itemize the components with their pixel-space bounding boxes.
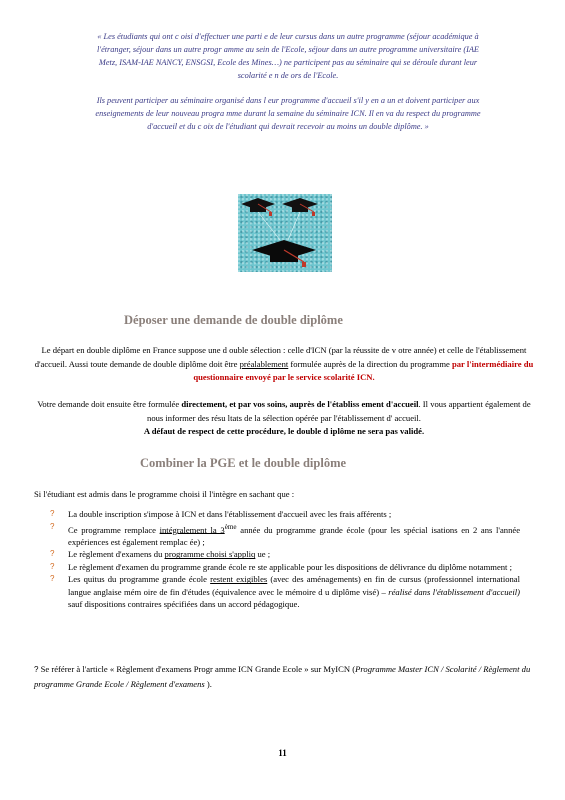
bullet-icon: ? [50, 509, 55, 518]
text-span-underlined: restent exigibles [210, 574, 268, 585]
text-span: formulée auprès de la direction du programme [288, 358, 452, 369]
text-span-bold: directement, et par vos soins, auprès de l'établiss ement d'accueil [181, 399, 419, 409]
text-span: Le départ en double diplôme en France suppose une d ouble sélection : celle d'ICN (par la réussite de v otre année) et celle de l'établissement d'accueil. Aussi toute demande de double diplôme doit être [34, 345, 527, 369]
list-item [50, 508, 520, 521]
text-span: sauf dispositions contraires spécifiées dans un accord pédagogique. [68, 599, 300, 610]
text-span-highlighted: par l'intermédiaire du questionnaire envoyé par le service scolarité ICN. [193, 358, 534, 382]
list-item [50, 573, 520, 611]
text-span: Ce programme remplace [68, 524, 160, 535]
text-span-underlined: programme choisi s'appliq [164, 549, 256, 560]
list-item [50, 521, 520, 549]
quote-paragraph-2: Ils peuvent participer au séminaire organisé dans l eur programme d'accueil s'il y en a un et doivent participer aux enseignements de leur nouveau progra mme durant la semaine du séminaire ICN. Il en va du respect du programme d'accueil et du c oix de l'étudiant qui devrait recevoir au moins un double diplôme. » [95, 96, 481, 131]
list-item [50, 561, 520, 574]
section-heading-combine-pge: Combiner la PGE et le double diplôme [140, 456, 347, 470]
text-span: Le règlement d'examens du [68, 549, 165, 560]
reference-note [34, 662, 534, 691]
paragraph-intro: Si l'étudiant est admis dans le programme choisi il l'intègre en sachant que : [34, 489, 295, 499]
conditions-list [50, 508, 520, 611]
bullet-icon: ? [50, 549, 55, 559]
text-span: Le règlement d'examen du programme grande école re ste applicable pour les dispositions de délivrance du diplôme notamment ; [68, 561, 512, 572]
text-span-underlined: intégralement la 3 [159, 524, 225, 535]
text-span: Les quitus du programme grande école [68, 574, 211, 585]
text-span: La double inscription s'impose à ICN et dans l'établissement d'accueil avec les frais afférents ; [68, 509, 392, 519]
text-span: . Il vous appartient également de nous informer des résu ltats de la sélection opérée par l'établissement d' accueil. [147, 399, 531, 423]
graduation-caps-icon [238, 194, 332, 272]
text-span: ue ; [255, 549, 271, 560]
quote-paragraph-1: « Les étudiants qui ont c oisi d'effectuer une parti e de leur cursus dans un autre programme (séjour académique à l'étranger, séjour dans un autre progr amme au sein de l'Ecole, séjour dans un autre programme universitaire (IAE Metz, ISAM-IAE NANCY, ENSGSI, Ecole des Mines…) ne participent pas au séminaire qui se déroule durant leur scolarité e n de ors de l'Ecole. [96, 32, 479, 80]
text-span: année du programme grande école (pour les spécial isations en 2 ans l'année expériences est également remplac ée) ; [68, 524, 521, 547]
text-span-bold: A défaut de respect de cette procédure, le double d iplôme ne sera pas validé. [143, 426, 425, 436]
text-span-underlined: préalablement [239, 358, 289, 369]
section-heading-double-diploma-request: Déposer une demande de double diplôme [124, 313, 343, 327]
bullet-icon: ? [50, 574, 55, 584]
superscript: ème [224, 522, 237, 531]
text-span: Se référer à l'article « Règlement d'examens Progr amme ICN Grande Ecole » sur MyICN ( [38, 664, 356, 674]
paragraph-application-procedure [34, 398, 534, 439]
text-span-italic: – réalisé dans l'établissement d'accueil) [381, 586, 521, 597]
bullet-icon: ? [50, 521, 55, 531]
text-span: (avec des aménagements) en fin de cursus (professionnel international langue anglaise mém oire de fin d'études (équivalence avec le mémoire d u diplôme visé) [68, 574, 521, 597]
list-item [50, 548, 520, 561]
text-span-italic: Programme Master ICN / Scolarité / Règlement du programme Grande Ecole / Règlement d'examens [34, 664, 531, 689]
paragraph-double-selection [34, 344, 534, 385]
text-span: Votre demande doit ensuite être formulée [37, 399, 182, 409]
page-number: 11 [278, 748, 287, 758]
bullet-icon: ? [50, 561, 55, 571]
text-span: ). [204, 679, 212, 689]
reference-icon: ? [34, 665, 39, 674]
